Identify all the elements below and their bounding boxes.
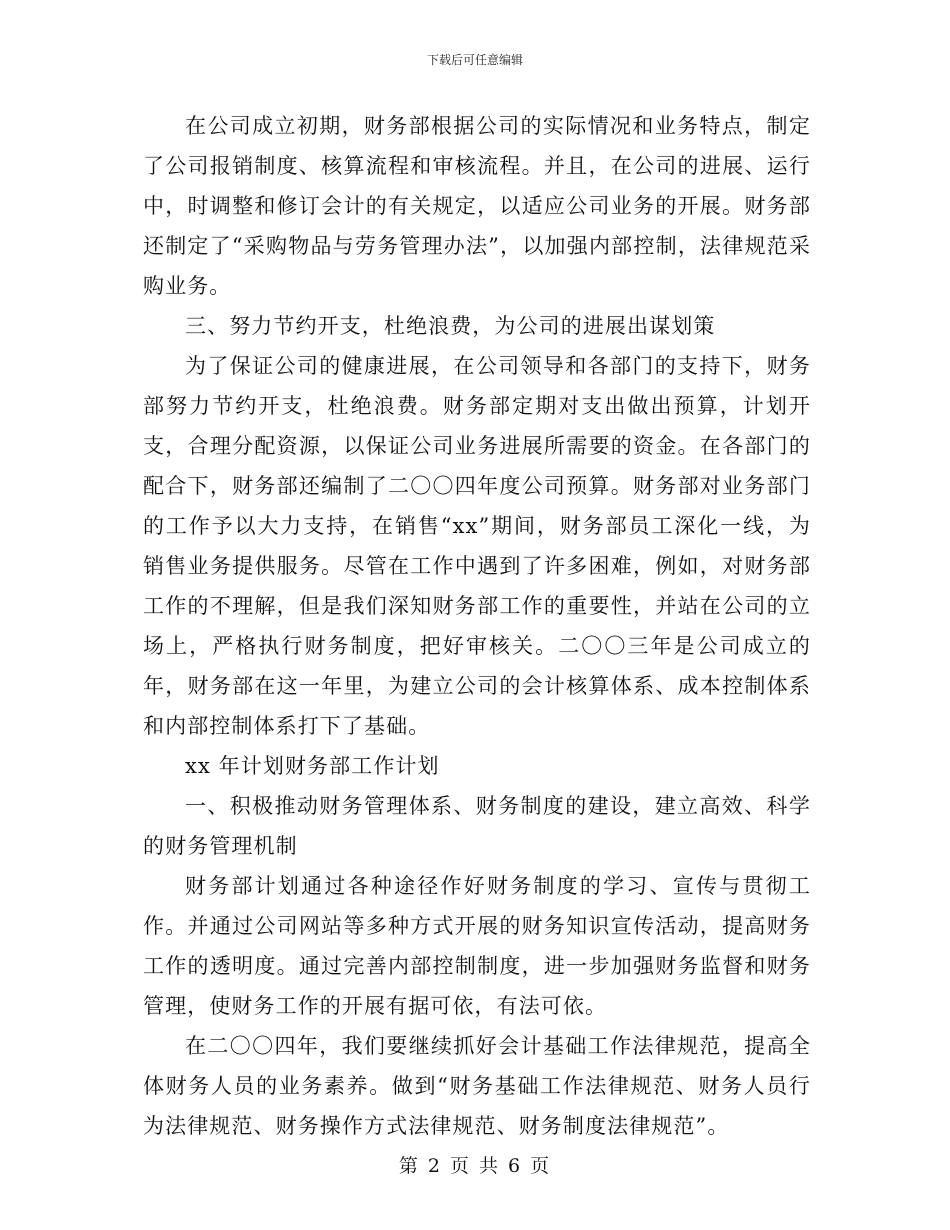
plan-title: xx 年计划财务部工作计划 [185,754,440,778]
section-heading-three: 三、努力节约开支，杜绝浪费，为公司的进展出谋划策 [185,314,716,338]
paragraph-cost-saving: 为了保证公司的健康进展，在公司领导和各部门的支持下，财务部努力节约开支，杜绝浪费。财务部定期对支出做出预算，计划开支，合理分配资源，以保证公司业务进展所需要的资金。在各部门的配合下，财务部还编制了二〇〇四年度公司预算。财务部对业务部门的工作予以大力支持，在销售“xx”期间，财务部员工深化一线，为销售业务提供服务。尽管在工作中遇到了许多困难，例如，对财务部工作的不理解，但是我们深知财务部工作的重要性，并站在公司的立场上，严格执行财务制度，把好审核关。二〇〇三年是公司成立的年，财务部在这一年里，为建立公司的会计核算体系、成本控制体系和内部控制体系打下了基础。 [143,354,811,738]
document-body [143,106,811,1146]
section-heading-one: 一、积极推动财务管理体系、财务制度的建设，建立高效、科学的财务管理机制 [143,794,811,858]
paragraph-early-stage: 在公司成立初期，财务部根据公司的实际情况和业务特点，制定了公司报销制度、核算流程和审核流程。并且，在公司的进展、运行中，时调整和修订会计的有关规定，以适应公司业务的开展。财务部还制定了“采购物品与劳务管理办法”，以加强内部控制，法律规范采购业务。 [143,114,811,298]
page-header: 下载后可任意编辑 [426,53,523,67]
page-number-footer: 第 2 页 共 6 页 [398,1155,552,1177]
paragraph-2004-plan: 在二〇〇四年，我们要继续抓好会计基础工作法律规范，提高全体财务人员的业务素养。做到“财务基础工作法律规范、财务人员行为法律规范、财务操作方式法律规范、财务制度法律规范”。 [143,1034,811,1138]
paragraph-system-plan: 财务部计划通过各种途径作好财务制度的学习、宣传与贯彻工作。并通过公司网站等多种方式开展的财务知识宣传活动，提高财务工作的透明度。通过完善内部控制制度，进一步加强财务监督和财务管理，使财务工作的开展有据可依，有法可依。 [143,874,811,1018]
